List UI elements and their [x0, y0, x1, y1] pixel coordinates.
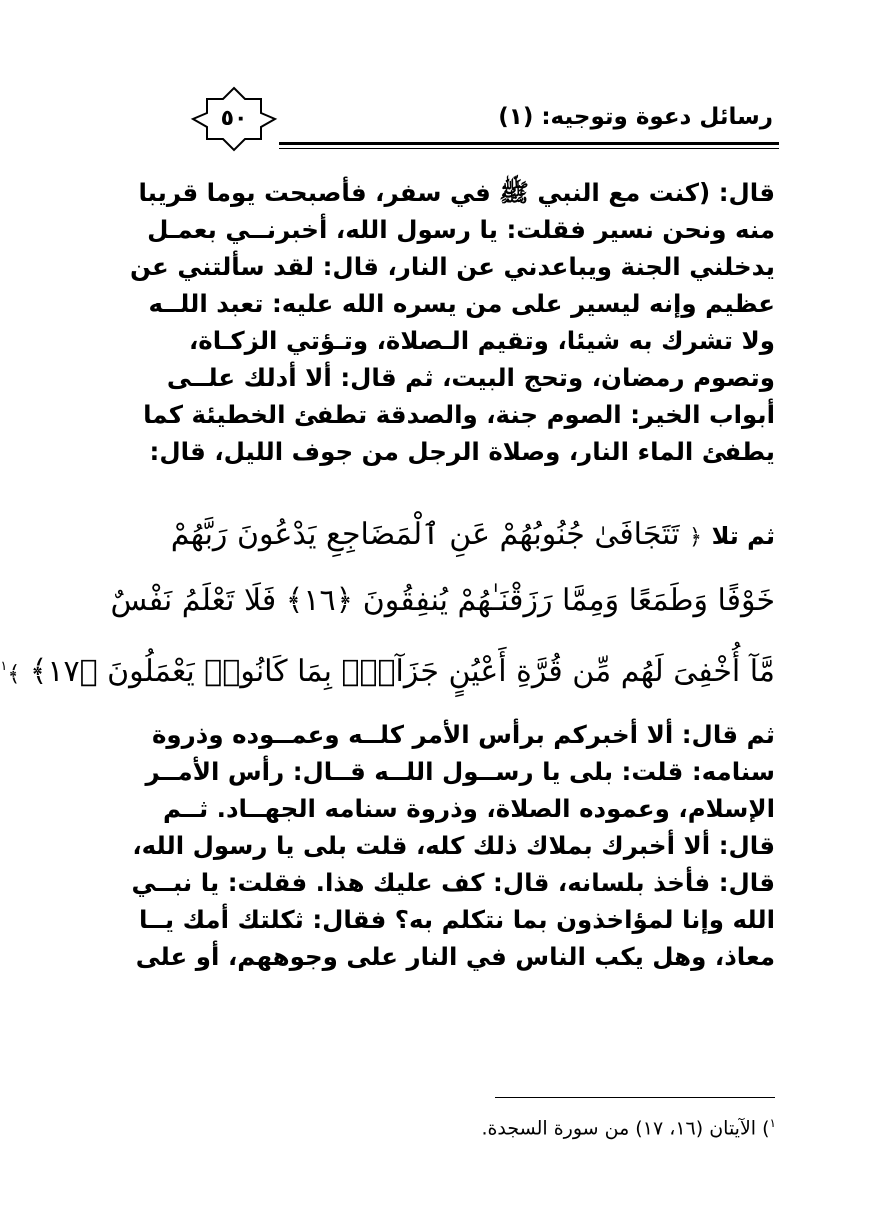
text-line: قال: (كنت مع النبي ﷺ في سفر، فأصبحت يوما قريبا — [138, 178, 775, 207]
text-line: يطفئ الماء النار، وصلاة الرجل من جوف الليل، قال: — [149, 437, 775, 466]
text-line: معاذ، وهل يكب الناس في النار على وجوههم، أو على — [135, 942, 775, 971]
text-line: أبواب الخير: الصوم جنة، والصدقة تطفئ الخطيئة كما — [143, 400, 775, 429]
quran-line-2: خَوْفًا وَطَمَعًا وَمِمَّا رَزَقْنَـٰهُمْ يُنفِقُونَ ﴿١٦﴾ فَلَا تَعْلَمُ نَفْسٌ — [110, 583, 775, 618]
page-number: ٥٠ — [220, 106, 248, 131]
page-header — [189, 86, 779, 152]
quran-verses — [0, 502, 775, 700]
verse-text: تَتَجَافَىٰ جُنُوبُهُمْ عَنِ ٱلْمَضَاجِعِ يَدْعُونَ رَبَّهُمْ — [170, 517, 680, 552]
text-line: ثم قال: ألا أخبركم برأس الأمر كلــه وعمــوده وذروة — [151, 720, 775, 749]
close-bracket-ornament: ﴾ — [7, 662, 21, 687]
footnote-separator — [495, 1097, 775, 1098]
text-line: الإسلام، وعموده الصلاة، وذروة سنامه الجهــاد. ثــم — [162, 794, 775, 823]
verse-text: مَّآ أُخْفِىَ لَهُم مِّن قُرَّةِ أَعْيُنٍ جَزَآءًۢ بِمَا كَانُوا۟ يَعْمَلُونَ ﴿١٧﴾ — [29, 654, 775, 689]
header-rule-thick — [279, 142, 779, 145]
text-line: قال: ألا أخبرك بملاك ذلك كله، قلت بلى يا رسول الله، — [132, 831, 775, 860]
quran-line-3 — [0, 634, 775, 700]
text-line: يدخلني الجنة ويباعدني عن النار، قال: لقد سألتني عن — [130, 252, 775, 281]
footnote-reference: ١ — [0, 659, 8, 674]
text-line: سنامه: قلت: بلى يا رســول اللــه قــال: رأس الأمــر — [145, 757, 775, 786]
footnote-text: ) الآيتان (١٦، ١٧) من سورة السجدة. — [481, 1117, 770, 1140]
footnote-marker: ١ — [769, 1116, 776, 1130]
running-title: رسائل دعوة وتوجيه: (١) — [498, 104, 773, 130]
open-bracket-ornament: ﴿ — [689, 525, 703, 550]
page-number-badge — [189, 86, 279, 152]
header-rule-thin — [279, 148, 779, 149]
text-line: وتصوم رمضان، وتحج البيت، ثم قال: ألا أدلك علــى — [166, 363, 775, 392]
quran-line-1 — [170, 502, 775, 568]
paragraph-1 — [130, 174, 775, 470]
text-line: الله وإنا لمؤاخذون بما نتكلم به؟ فقال: ثكلتك أمك يــا — [138, 905, 775, 934]
quran-intro: ثم تلا — [711, 522, 775, 550]
text-line: قال: فأخذ بلسانه، قال: كف عليك هذا. فقلت: يا نبــي — [131, 868, 775, 897]
footnote — [276, 1116, 776, 1139]
text-line: ولا تشرك به شيئا، وتقيم الـصلاة، وتـؤتي الزكـاة، — [188, 326, 775, 355]
text-line: عظيم وإنه ليسير على من يسره الله عليه: تعبد اللــه — [148, 289, 775, 318]
text-line: منه ونحن نسير فقلت: يا رسول الله، أخبرنــي بعمـل — [147, 215, 775, 244]
paragraph-2 — [131, 716, 775, 975]
